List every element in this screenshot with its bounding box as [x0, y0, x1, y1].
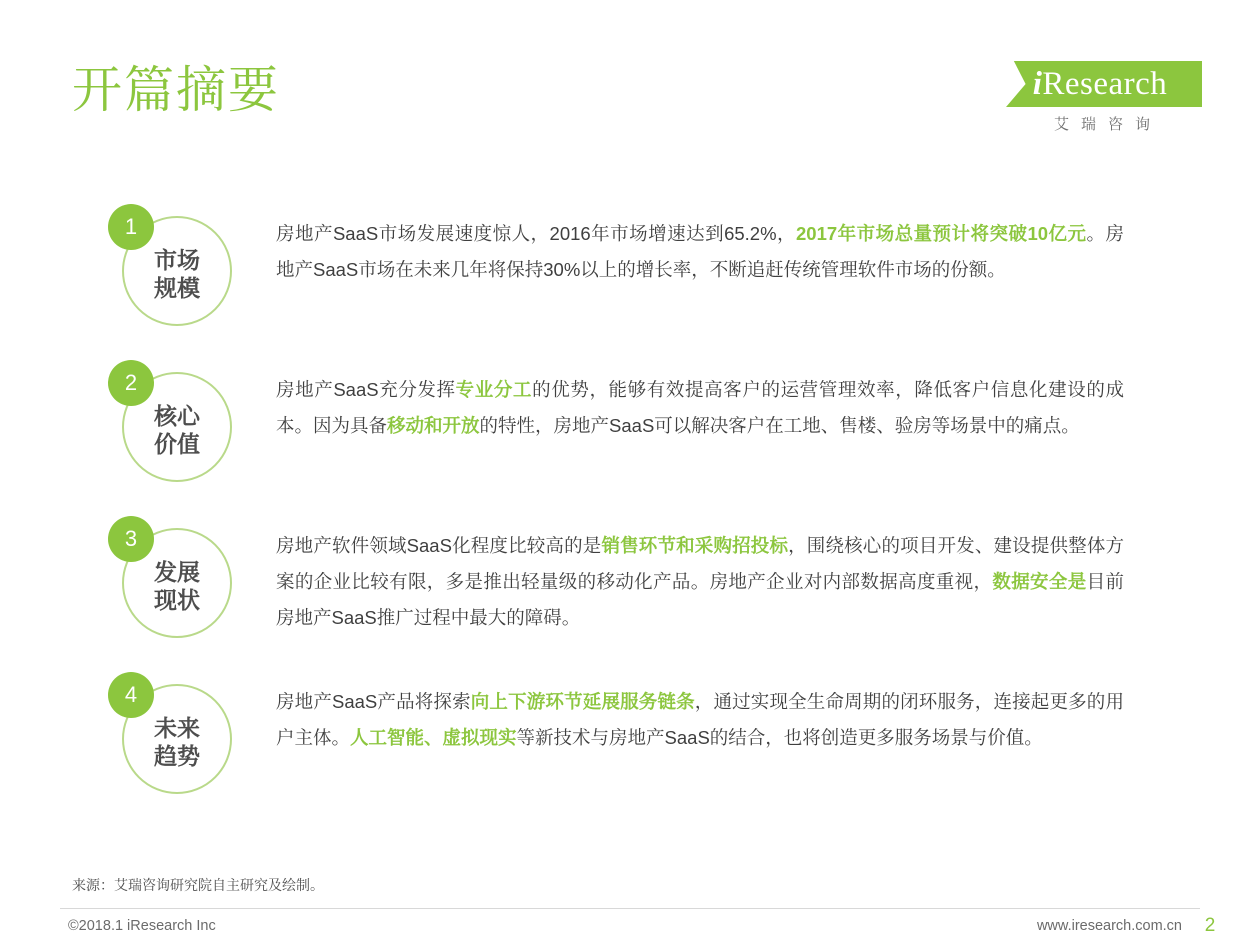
badge-label-line2: 价值: [154, 431, 200, 458]
item-paragraph: [276, 216, 1124, 288]
text-segment-highlight: 销售环节和采购招投标: [601, 535, 789, 556]
list-item: [0, 352, 1260, 500]
badge-label: [122, 558, 232, 614]
text-segment: 房地产软件领域SaaS化程度比较高的是: [276, 535, 602, 556]
source-note: 来源：艾瑞咨询研究院自主研究及绘制。: [72, 877, 324, 893]
website-url: www.iresearch.com.cn: [1036, 918, 1182, 934]
page-number: 2: [1204, 915, 1216, 936]
text-segment: 房地产SaaS产品将探索: [276, 691, 471, 712]
text-segment: 房地产SaaS充分发挥: [276, 379, 456, 400]
list-item: [0, 508, 1260, 656]
logo-letter-i: i: [1032, 66, 1043, 102]
logo-chinese-name: 艾瑞咨询: [1053, 116, 1162, 133]
list-item: [0, 196, 1260, 344]
logo-word-research: Research: [1042, 66, 1168, 102]
item-paragraph: [276, 528, 1124, 636]
footer-divider: [60, 908, 1200, 909]
badge-number: 2: [108, 360, 154, 406]
badge-label: [122, 714, 232, 770]
badge-label-line1: 未来: [154, 715, 200, 741]
badge-label: [122, 402, 232, 458]
text-segment: 的特性，房地产SaaS可以解决客户在工地、售楼、验房等场景中的痛点。: [479, 415, 1080, 437]
text-segment: 房地产SaaS市场发展速度惊人，2016年市场增速达到65.2%，: [276, 223, 796, 244]
logo-mark: [1002, 55, 1202, 107]
item-badge: [108, 672, 236, 800]
badge-label: [122, 246, 232, 302]
item-badge: [108, 516, 236, 644]
text-segment-highlight: 专业分工: [455, 379, 533, 400]
text-segment: 目前房地产SaaS推广过程中最大的障碍。: [276, 571, 1124, 629]
badge-number: 3: [108, 516, 154, 562]
logo-wordmark: [1006, 61, 1194, 107]
item-badge: [108, 204, 236, 332]
text-segment-highlight: 数据安全是: [992, 571, 1087, 593]
badge-label-line2: 趋势: [154, 743, 200, 770]
badge-number: 4: [108, 672, 154, 718]
text-segment-highlight: 2017年市场总量预计将突破10亿元: [796, 223, 1087, 244]
badge-number: 1: [108, 204, 154, 250]
iresearch-logo: [1002, 55, 1202, 134]
list-item: [0, 664, 1260, 812]
text-segment-highlight: 人工智能、虚拟现实: [350, 727, 517, 749]
text-segment: ，围绕核心的项目开发、建设提供整体方案的企业比较有限，多是推出轻量级的移动化产品。房地产企业对内部数据高度重视，: [276, 535, 1124, 593]
copyright-text: ©2018.1 iResearch Inc: [68, 918, 216, 934]
text-segment-highlight: 移动和开放: [387, 415, 480, 437]
badge-label-line2: 规模: [154, 275, 200, 302]
summary-list: [0, 196, 1260, 820]
text-segment-highlight: 向上下游环节延展服务链条: [470, 691, 695, 712]
text-segment: 的优势，能够有效提高客户的运营管理效率，降低客户信息化建设的成本。因为具备: [276, 379, 1124, 437]
page-title: 开篇摘要: [72, 62, 280, 118]
item-paragraph: [276, 684, 1124, 756]
text-segment: ，通过实现全生命周期的闭环服务，连接起更多的用户主体。: [276, 691, 1124, 749]
item-badge: [108, 360, 236, 488]
badge-label-line1: 发展: [154, 559, 200, 585]
badge-label-line2: 现状: [154, 587, 200, 614]
text-segment: 等新技术与房地产SaaS的结合，也将创造更多服务场景与价值。: [516, 727, 1043, 749]
item-paragraph: [276, 372, 1124, 444]
badge-label-line1: 市场: [154, 247, 200, 273]
text-segment: 。房地产SaaS市场在未来几年将保持30%以上的增长率，不断追赶传统管理软件市场的份额。: [276, 223, 1124, 281]
badge-label-line1: 核心: [154, 403, 200, 429]
